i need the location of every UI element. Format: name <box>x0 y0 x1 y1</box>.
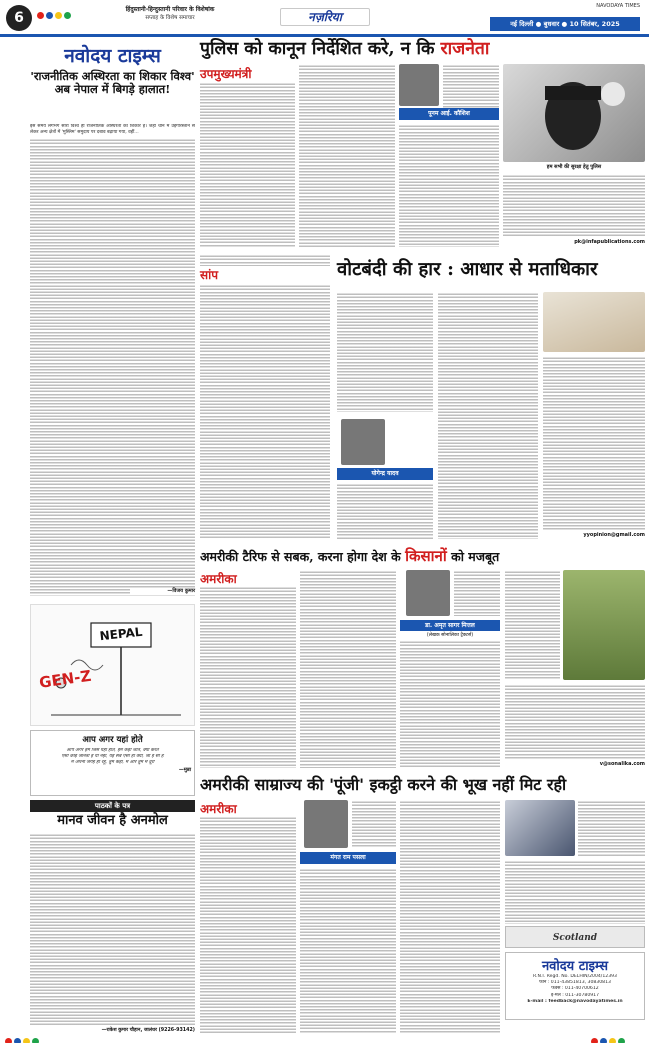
letters-body <box>30 833 195 1025</box>
article3-col4 <box>505 684 645 760</box>
header-bar <box>0 0 649 38</box>
article3-photo <box>563 570 645 680</box>
cartoon-drawing <box>31 605 196 727</box>
footer-email: E-mail : feedback@navodayatimes.in <box>527 998 623 1004</box>
article1-author: पूनम आई. कौशिश <box>399 108 499 120</box>
masthead-line1: हिंदुस्तानी-हिन्दुस्तानी परिवार के विशेषांक <box>125 6 215 13</box>
article2-col3 <box>543 356 645 530</box>
footer-line: फोन : 011-43851813, 30830813 <box>539 980 611 986</box>
letters-signature: —राकेश कुमार चौहान, जालंधर (9226-93142) <box>101 1028 195 1033</box>
article4-col4 <box>505 860 645 924</box>
header-dots-left <box>36 4 72 23</box>
article4-col3 <box>400 800 500 1034</box>
article4-author-photo <box>304 800 348 848</box>
article4-col2 <box>300 868 396 1034</box>
article3-kicker: अमरीका <box>200 572 237 586</box>
police-photo-illustration <box>503 64 645 162</box>
article3-headline-part1: अमरीकी टैरिफ से सबक, करना होगा देश के <box>200 549 401 564</box>
article2-headline: वोटबंदी की हार : आधार से मताधिकार <box>337 259 598 280</box>
footer-dots-left <box>4 1030 40 1043</box>
section-title: नज़रिया <box>308 10 342 24</box>
article4-ad <box>505 926 645 948</box>
quote-credit: —मुन्ना <box>178 766 191 773</box>
article3-author: डा. अमृत सागर मित्तल <box>400 620 500 631</box>
editorial-body <box>30 138 195 596</box>
footer-line: फैक्स : 011-40700612 <box>551 986 599 992</box>
editorial-column <box>30 40 195 600</box>
article2-author: योगेन्द्र यादव <box>337 468 433 480</box>
article4-ad-label: Scotland <box>552 933 598 943</box>
article1-caption: हम सभी की सुरक्षा हेतु पुलिस <box>546 164 602 170</box>
article3-headline-part3: को मजबूत <box>451 549 500 564</box>
article2-sidebar-col <box>200 284 330 539</box>
cartoon-label: GEN-Z <box>38 666 93 692</box>
quote-line: मैं अपनी जगह ही रहूँ, तुम कहाँ, मैं और तुम में दूरी <box>70 760 155 766</box>
article3-headline <box>200 548 645 565</box>
editorial-headline: 'राजनीतिक अस्थिरता का शिकार विश्व' अब नेपाल में बिगड़े हालात! <box>30 69 195 96</box>
article1-photo <box>503 64 645 162</box>
footer-brand: नवोदय टाइम्स <box>541 959 609 974</box>
dateline: नई दिल्ली ● बुधवार ● 10 सितंबर, 2025 <box>490 17 640 31</box>
letters-headline: मानव जीवन है अनमोल <box>57 813 168 828</box>
editorial-brand: नवोदय टाइम्स <box>64 45 161 67</box>
quote-line: ऐसा कोई जानता है या नहीं, यह सब ऐसा ही क्यों, जो है सो है <box>61 754 164 760</box>
article4-kicker: अमरीका <box>200 802 237 816</box>
article1-col2 <box>299 64 395 247</box>
article2-photo <box>543 292 645 352</box>
article3-col3a <box>454 570 500 616</box>
article1-headline-part2: राजनेता <box>440 39 490 59</box>
header-rule <box>0 34 649 37</box>
article3-col1 <box>200 586 296 768</box>
article3 <box>200 548 645 772</box>
article3-author-photo <box>406 570 450 616</box>
article1-headline-part1: पुलिस को कानून निर्देशित करे, न कि <box>200 39 435 59</box>
quote-box <box>30 730 195 796</box>
article1-col3 <box>399 124 499 247</box>
article2 <box>200 254 645 544</box>
article3-author-role: (लेखक सोनालिका ट्रैक्टर्स) <box>426 633 474 638</box>
article1-author-photo <box>399 64 439 106</box>
quote-title: आप अगर यहां होते <box>82 735 143 745</box>
article4-author: मंगत राम पसला <box>300 852 396 864</box>
footer-reg: R.N.I. Regd. No. DELHIN/2004/12393 <box>533 974 617 979</box>
cartoon <box>30 604 195 726</box>
masthead-line2: सप्ताह के विशेष समाचार <box>145 15 195 21</box>
article3-headline-part2: किसानों <box>405 547 447 565</box>
article2-author-photo <box>341 419 385 465</box>
letters-section <box>30 800 195 1040</box>
article3-col3 <box>400 640 500 768</box>
article3-col4a <box>505 570 560 680</box>
quote-line: आप अगर हम जिसे यहां होते, हम कहाँ जाते, क्या करते <box>66 748 159 753</box>
article4-col4a <box>578 800 645 856</box>
editorial-intro: इस समय लगभग सारा विश्व ही राजनीतिक अस्थिरता का शिकार है। जहाँ चीन में उइगरिस्तान से लेकर अन्य क्षेत्रों में 'मुस्लिम' समुदाय पर दबाव बढ़ाया गया, वहीं... <box>30 124 195 136</box>
article2-col1 <box>337 292 433 412</box>
article3-email: v@sonalika.com <box>599 761 645 767</box>
article1-col4 <box>503 174 645 236</box>
editorial-byline: —विजय कुमार <box>130 588 195 594</box>
article1-kicker: उपमुख्यमंत्री <box>200 67 252 81</box>
article2-col1b <box>337 483 433 539</box>
article4-col1 <box>200 816 296 1034</box>
article2-sidebar <box>200 254 330 266</box>
footer-dots-right <box>590 1030 626 1043</box>
article2-col2 <box>438 292 538 539</box>
article4-headline: अमरीकी साम्राज्य की 'पूंजी' इकट्ठी करने की भूख नहीं मिट रही <box>200 775 567 794</box>
article1-email: pk@infapublications.com <box>574 239 645 245</box>
letters-label: पाठकों के पत्र <box>30 800 195 812</box>
article1 <box>200 40 645 250</box>
article2-email: yyopinion@gmail.com <box>583 532 645 538</box>
article1-col1 <box>200 82 295 247</box>
article1-headline <box>200 40 645 59</box>
page-number: 6 <box>6 5 32 31</box>
article4-col2a <box>352 800 396 848</box>
article4-photo <box>505 800 575 856</box>
article2-kicker: सांप <box>200 268 219 282</box>
footer-line: ई-मेल : 011-30780917 <box>550 992 600 998</box>
cartoon-sign: NEPAL <box>98 624 144 644</box>
footer-box <box>505 952 645 1020</box>
article3-col2 <box>300 570 396 768</box>
paper-tag: NAVODAYA TIMES <box>596 3 640 9</box>
